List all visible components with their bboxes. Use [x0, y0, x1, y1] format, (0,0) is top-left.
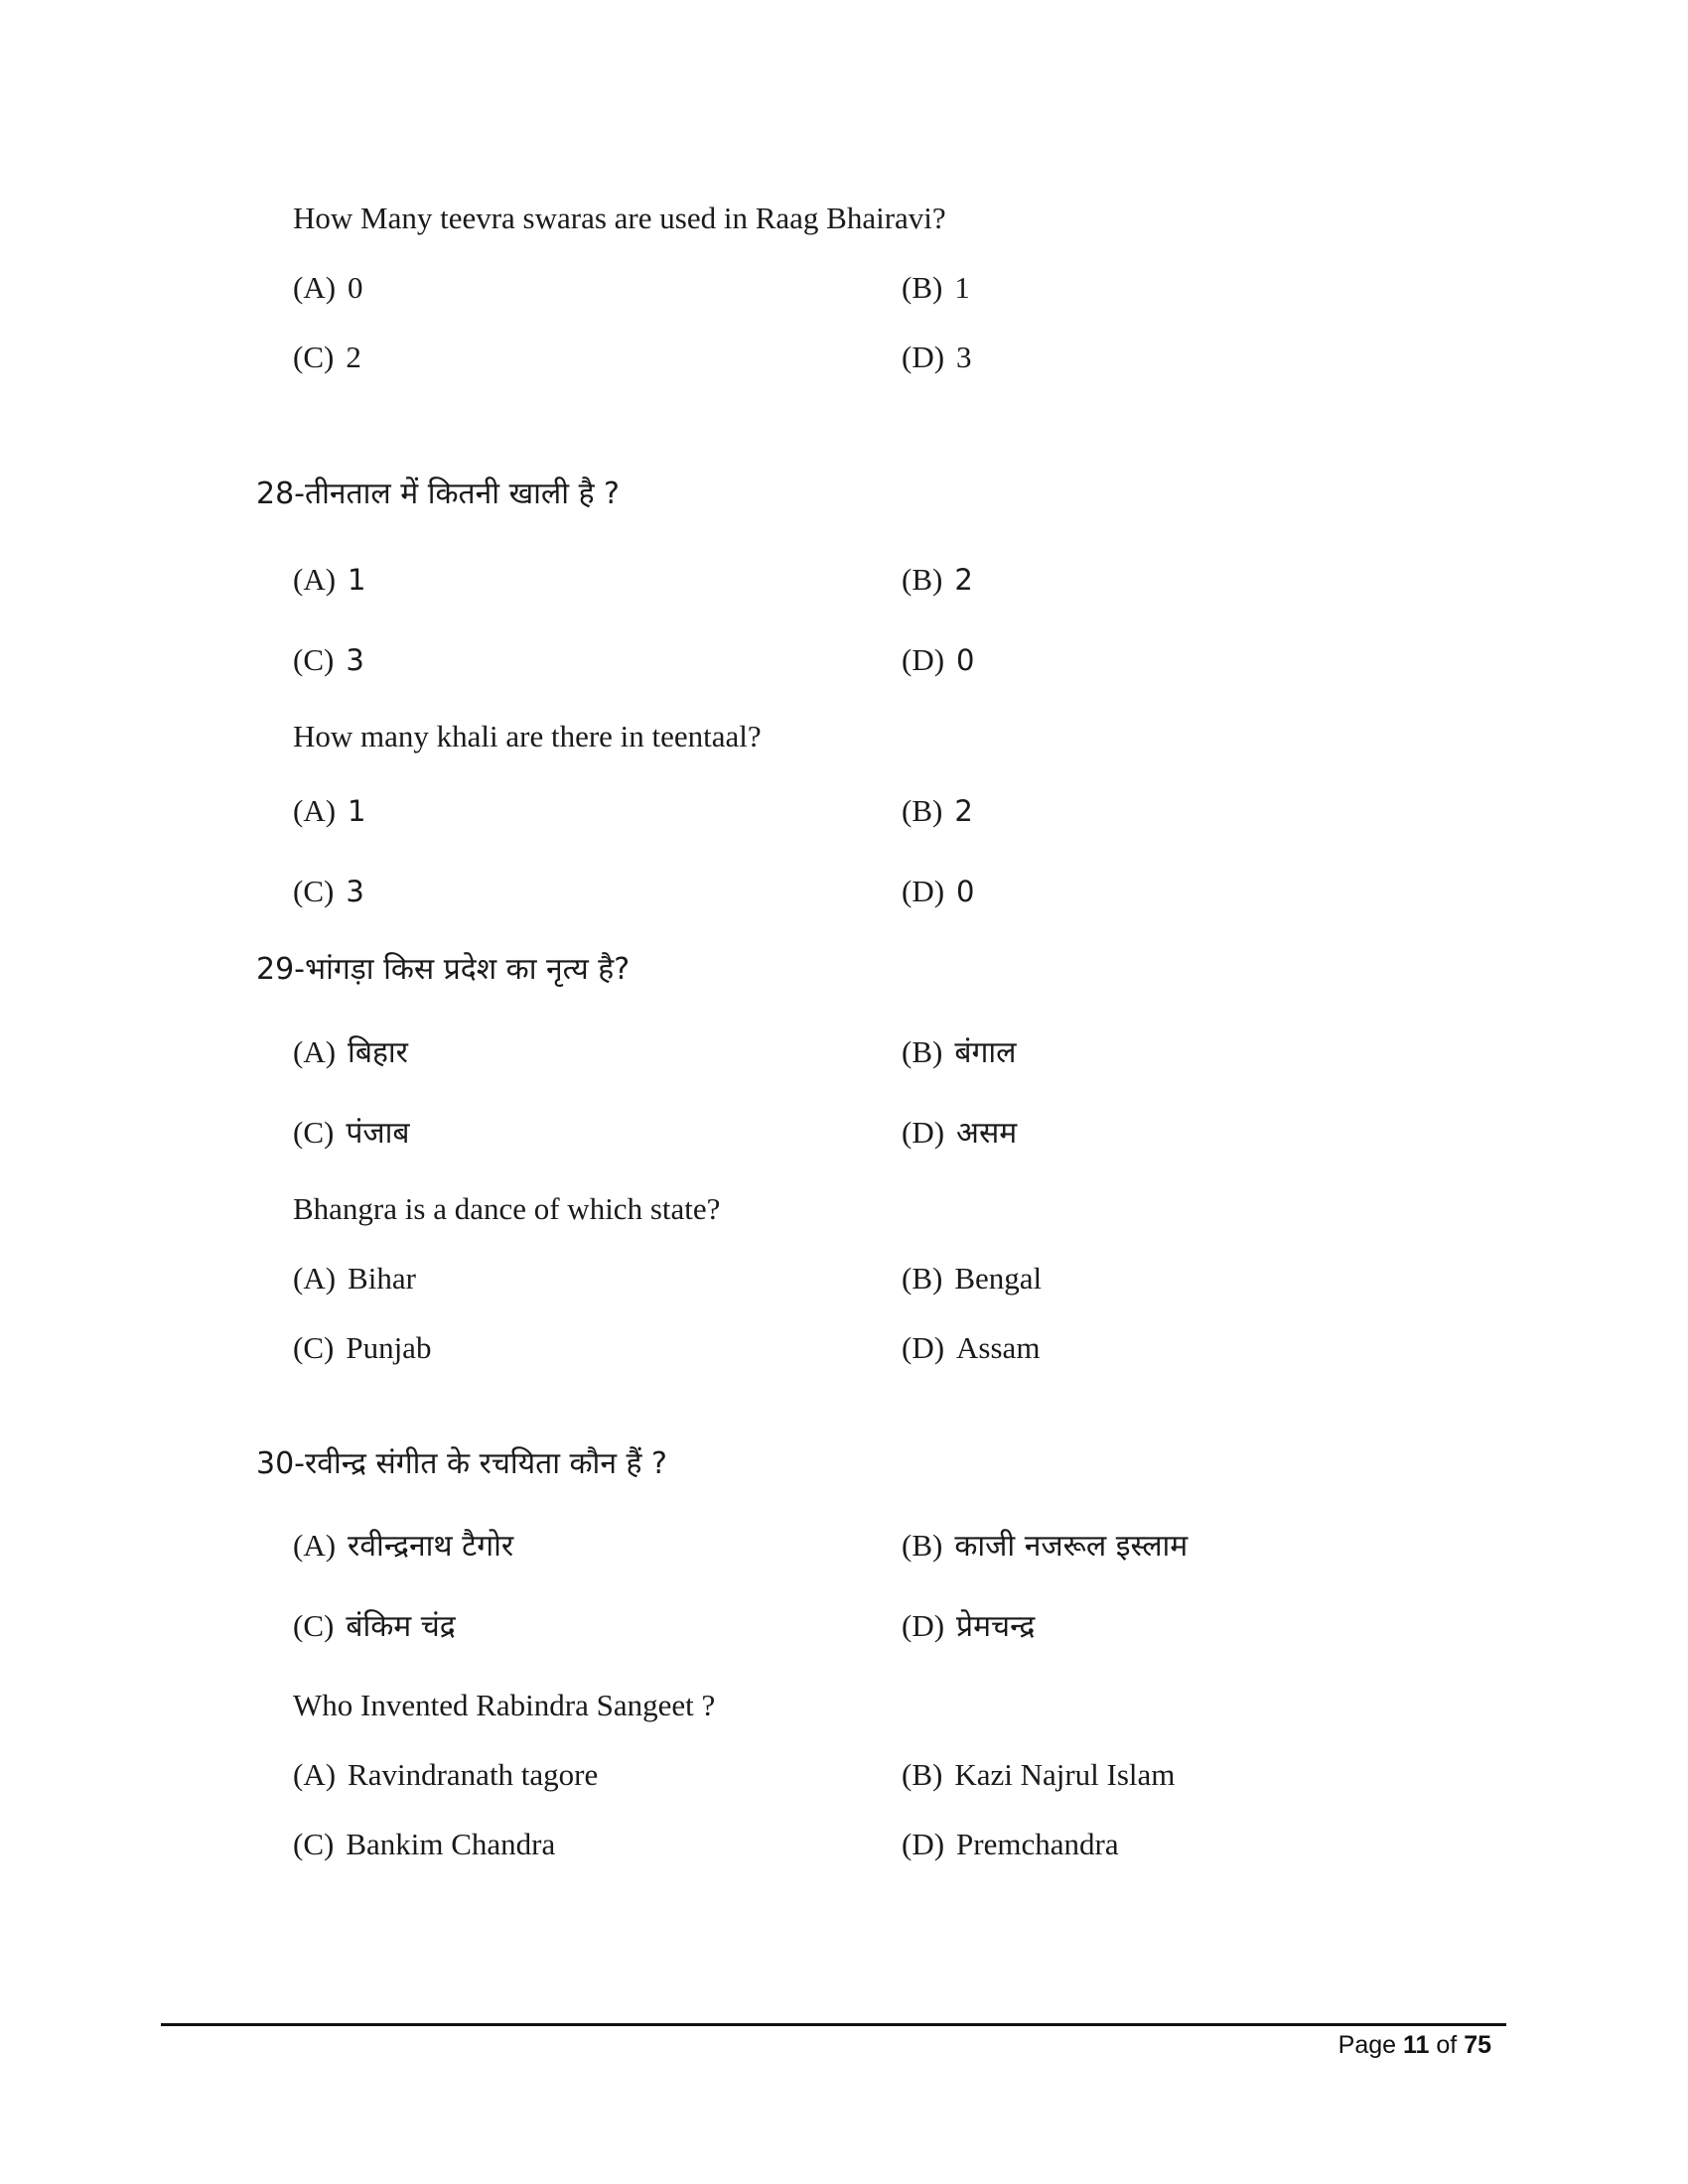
option-label: (A) — [293, 562, 337, 597]
q30-option-d-en — [902, 1825, 1119, 1864]
option-text: Kazi Najrul Islam — [954, 1757, 1176, 1792]
q29-option-b-en — [902, 1259, 1042, 1298]
q30-option-b-hi — [902, 1526, 1188, 1567]
q29-question-hi: 29-भांगड़ा किस प्रदेश का नृत्य है? — [256, 952, 631, 987]
q28-question-en: How many khali are there in teentaal? — [293, 719, 762, 753]
option-label: (D) — [902, 1330, 945, 1365]
option-text: Bankim Chandra — [346, 1827, 556, 1861]
option-label: (B) — [902, 793, 943, 828]
q29-option-a-en — [293, 1259, 416, 1298]
option-label: (D) — [902, 340, 945, 374]
q28-option-c-en — [293, 872, 364, 911]
q29-option-c-en — [293, 1328, 431, 1368]
option-text: पंजाब — [346, 1116, 410, 1151]
option-label: (D) — [902, 1827, 945, 1861]
q30-option-a-hi — [293, 1526, 513, 1567]
option-label: (D) — [902, 1115, 945, 1150]
option-text: असम — [956, 1116, 1018, 1151]
option-label: (B) — [902, 562, 943, 597]
option-text: Assam — [956, 1330, 1041, 1365]
option-text: 2 — [954, 794, 973, 828]
option-text: 3 — [346, 643, 364, 677]
current-page: 11 — [1402, 2031, 1430, 2059]
q28-option-a-en — [293, 791, 366, 831]
option-text: 0 — [956, 875, 975, 908]
q27-option-d-en — [902, 338, 972, 377]
option-text: Premchandra — [956, 1827, 1119, 1861]
q29-option-a-hi — [293, 1032, 408, 1073]
option-label: (C) — [293, 642, 335, 677]
option-text: 3 — [956, 340, 972, 374]
q28-option-d-en — [902, 872, 975, 911]
option-label: (A) — [293, 1528, 337, 1563]
option-label: (A) — [293, 270, 337, 305]
option-text: बिहार — [348, 1035, 408, 1070]
option-label: (D) — [902, 642, 945, 677]
q28-question-hi: 28-तीनताल में कितनी खाली है ? — [256, 477, 620, 511]
page-number — [1338, 2031, 1491, 2060]
q28-option-a-hi — [293, 560, 366, 600]
q28-option-b-hi — [902, 560, 973, 600]
q27-question-en: How Many teevra swaras are used in Raag Bhairavi? — [293, 201, 946, 235]
option-label: (C) — [293, 1827, 335, 1861]
q28-option-d-hi — [902, 640, 975, 680]
option-label: (D) — [902, 1608, 945, 1643]
option-text: 1 — [348, 563, 366, 597]
option-text: Bihar — [348, 1261, 416, 1296]
q29-option-c-hi — [293, 1113, 410, 1154]
q27-option-a-en — [293, 268, 363, 308]
option-text: बंकिम चंद्र — [346, 1609, 456, 1644]
q29-option-d-hi — [902, 1113, 1017, 1154]
option-label: (D) — [902, 874, 945, 908]
option-label: (C) — [293, 1608, 335, 1643]
page-word: Page — [1337, 2031, 1397, 2059]
option-label: (B) — [902, 1757, 943, 1792]
option-text: Bengal — [954, 1261, 1043, 1296]
option-text: 1 — [348, 794, 366, 828]
option-text: 0 — [348, 270, 363, 305]
q30-option-c-en — [293, 1825, 555, 1864]
option-text: काजी नजरूल इस्लाम — [954, 1529, 1189, 1564]
option-label: (A) — [293, 1034, 337, 1069]
q29-option-b-hi — [902, 1032, 1016, 1073]
option-label: (B) — [902, 1528, 943, 1563]
footer-divider — [161, 2023, 1506, 2026]
option-label: (B) — [902, 1034, 943, 1069]
option-text: रवीन्द्रनाथ टैगोर — [348, 1529, 514, 1564]
option-text: बंगाल — [954, 1035, 1017, 1070]
option-text: 0 — [956, 643, 975, 677]
option-label: (B) — [902, 270, 943, 305]
q28-option-b-en — [902, 791, 973, 831]
q30-option-c-hi — [293, 1606, 456, 1647]
option-text: प्रेमचन्द्र — [956, 1609, 1036, 1644]
q29-question-en: Bhangra is a dance of which state? — [293, 1191, 721, 1226]
option-label: (C) — [293, 1115, 335, 1150]
q29-option-d-en — [902, 1328, 1040, 1368]
q28-option-c-hi — [293, 640, 364, 680]
option-label: (C) — [293, 340, 335, 374]
option-text: 2 — [346, 340, 361, 374]
of-word: of — [1436, 2031, 1458, 2059]
total-pages: 75 — [1464, 2031, 1491, 2059]
option-text: Punjab — [346, 1330, 432, 1365]
option-label: (B) — [902, 1261, 943, 1296]
option-label: (A) — [293, 1261, 337, 1296]
q30-question-en: Who Invented Rabindra Sangeet ? — [293, 1688, 716, 1722]
option-label: (A) — [293, 793, 337, 828]
q30-option-d-hi — [902, 1606, 1035, 1647]
q27-option-c-en — [293, 338, 361, 377]
q30-option-a-en — [293, 1755, 598, 1795]
option-label: (A) — [293, 1757, 337, 1792]
q30-option-b-en — [902, 1755, 1175, 1795]
option-text: 1 — [954, 270, 970, 305]
option-text: Ravindranath tagore — [348, 1757, 599, 1792]
option-text: 2 — [954, 563, 973, 597]
option-label: (C) — [293, 1330, 335, 1365]
q27-option-b-en — [902, 268, 970, 308]
option-label: (C) — [293, 874, 335, 908]
q30-question-hi: 30-रवीन्द्र संगीत के रचयिता कौन हैं ? — [256, 1446, 667, 1481]
option-text: 3 — [346, 875, 364, 908]
